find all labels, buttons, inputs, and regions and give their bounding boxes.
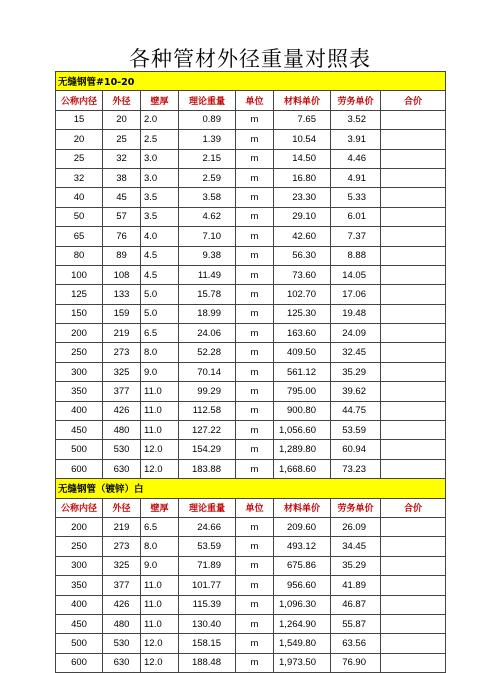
table-cell: 19.48 bbox=[331, 304, 381, 323]
table-cell: 500 bbox=[56, 634, 103, 653]
table-cell: 14.05 bbox=[331, 265, 381, 284]
table-cell bbox=[381, 459, 446, 478]
table-row bbox=[56, 207, 446, 226]
table-cell: 24.06 bbox=[179, 324, 236, 343]
table-cell: 209.60 bbox=[274, 517, 331, 536]
table-row bbox=[56, 614, 446, 633]
table-cell: 426 bbox=[103, 595, 141, 614]
page-title: 各种管材外径重量对照表 bbox=[129, 47, 371, 71]
table-cell: 4.0 bbox=[141, 227, 179, 246]
table-cell: 8.0 bbox=[141, 537, 179, 556]
table-cell: 11.0 bbox=[141, 421, 179, 440]
table-cell: 20 bbox=[56, 130, 103, 149]
table-cell: 325 bbox=[103, 362, 141, 381]
table-cell: 50 bbox=[56, 207, 103, 226]
table-cell: 102.70 bbox=[274, 285, 331, 304]
table-cell: 1,264.90 bbox=[274, 614, 331, 633]
table-cell bbox=[381, 421, 446, 440]
table-cell: 44.75 bbox=[331, 401, 381, 420]
column-header: 合价 bbox=[381, 498, 446, 517]
table-row bbox=[56, 653, 446, 672]
table-row bbox=[56, 459, 446, 478]
table-cell: 795.00 bbox=[274, 382, 331, 401]
column-header: 合价 bbox=[381, 91, 446, 110]
table-cell: 400 bbox=[56, 595, 103, 614]
table-cell: 99.29 bbox=[179, 382, 236, 401]
table-cell: m bbox=[236, 149, 274, 168]
table-cell: 273 bbox=[103, 343, 141, 362]
table-cell: 10.54 bbox=[274, 130, 331, 149]
table-cell: 60.94 bbox=[331, 440, 381, 459]
table-cell: 130.40 bbox=[179, 614, 236, 633]
table-cell: 125 bbox=[56, 285, 103, 304]
column-header: 单位 bbox=[236, 91, 274, 110]
table-cell: 39.62 bbox=[331, 382, 381, 401]
table-cell: m bbox=[236, 576, 274, 595]
column-header-row bbox=[56, 91, 446, 110]
table-row bbox=[56, 265, 446, 284]
column-header: 理论重量 bbox=[179, 91, 236, 110]
table-row bbox=[56, 576, 446, 595]
table-cell bbox=[381, 576, 446, 595]
table-cell: 400 bbox=[56, 401, 103, 420]
table-cell bbox=[381, 440, 446, 459]
table-cell: m bbox=[236, 110, 274, 129]
table-cell: 1,549.80 bbox=[274, 634, 331, 653]
table-cell: 100 bbox=[56, 265, 103, 284]
table-cell bbox=[381, 653, 446, 672]
table-cell bbox=[381, 595, 446, 614]
table-cell: 6.5 bbox=[141, 517, 179, 536]
table-cell: 3.5 bbox=[141, 188, 179, 207]
column-header: 外径 bbox=[103, 91, 141, 110]
table-cell: 20 bbox=[103, 110, 141, 129]
column-header: 壁厚 bbox=[141, 91, 179, 110]
table-cell: 9.0 bbox=[141, 362, 179, 381]
table-cell: 25 bbox=[103, 130, 141, 149]
table-cell: 35.29 bbox=[331, 362, 381, 381]
table-row bbox=[56, 556, 446, 575]
table-cell: 32 bbox=[56, 168, 103, 187]
table-cell: m bbox=[236, 653, 274, 672]
table-cell: 219 bbox=[103, 517, 141, 536]
table-cell: m bbox=[236, 382, 274, 401]
section-header bbox=[56, 72, 446, 91]
table-cell bbox=[381, 149, 446, 168]
table-row bbox=[56, 227, 446, 246]
table-cell: 15.78 bbox=[179, 285, 236, 304]
table-cell: m bbox=[236, 595, 274, 614]
table-cell: 3.5 bbox=[141, 207, 179, 226]
table-cell: 956.60 bbox=[274, 576, 331, 595]
table-cell: 1,096.30 bbox=[274, 595, 331, 614]
table-cell: 219 bbox=[103, 324, 141, 343]
table-cell: m bbox=[236, 168, 274, 187]
pipe-weight-table bbox=[55, 71, 446, 673]
table-cell: 45 bbox=[103, 188, 141, 207]
table-cell: 159 bbox=[103, 304, 141, 323]
table-cell: 89 bbox=[103, 246, 141, 265]
table-cell: 5.0 bbox=[141, 285, 179, 304]
column-header: 材料单价 bbox=[274, 498, 331, 517]
table-cell: m bbox=[236, 362, 274, 381]
table-cell: 1,289.80 bbox=[274, 440, 331, 459]
table-cell: 127.22 bbox=[179, 421, 236, 440]
table-row bbox=[56, 246, 446, 265]
table-cell: 530 bbox=[103, 634, 141, 653]
table-cell: 600 bbox=[56, 653, 103, 672]
table-cell: 630 bbox=[103, 653, 141, 672]
table-cell: 1,668.60 bbox=[274, 459, 331, 478]
table-row bbox=[56, 362, 446, 381]
table-cell: 29.10 bbox=[274, 207, 331, 226]
table-cell: 4.46 bbox=[331, 149, 381, 168]
column-header: 壁厚 bbox=[141, 498, 179, 517]
table-cell: 40 bbox=[56, 188, 103, 207]
table-cell: 900.80 bbox=[274, 401, 331, 420]
table-cell: 4.5 bbox=[141, 246, 179, 265]
table-cell: 108 bbox=[103, 265, 141, 284]
table-cell: 57 bbox=[103, 207, 141, 226]
table-row bbox=[56, 343, 446, 362]
table-cell: m bbox=[236, 265, 274, 284]
table-cell: 11.0 bbox=[141, 614, 179, 633]
table-row bbox=[56, 537, 446, 556]
table-cell: 1,973.50 bbox=[274, 653, 331, 672]
table-cell: 2.15 bbox=[179, 149, 236, 168]
column-header: 理论重量 bbox=[179, 498, 236, 517]
table-row bbox=[56, 130, 446, 149]
table-row bbox=[56, 382, 446, 401]
table-cell: 35.29 bbox=[331, 556, 381, 575]
table-cell bbox=[381, 614, 446, 633]
table-cell: 675.86 bbox=[274, 556, 331, 575]
table-cell bbox=[381, 130, 446, 149]
table-cell bbox=[381, 324, 446, 343]
table-cell: 12.0 bbox=[141, 634, 179, 653]
table-cell: 76.90 bbox=[331, 653, 381, 672]
table-cell: m bbox=[236, 246, 274, 265]
table-cell: 158.15 bbox=[179, 634, 236, 653]
table-cell bbox=[381, 343, 446, 362]
table-cell: 32.45 bbox=[331, 343, 381, 362]
table-cell: 480 bbox=[103, 614, 141, 633]
section-title: 无缝钢管#10-20 bbox=[56, 72, 446, 91]
table-cell: 188.48 bbox=[179, 653, 236, 672]
table-cell: 32 bbox=[103, 149, 141, 168]
table-cell: m bbox=[236, 634, 274, 653]
table-cell: 3.91 bbox=[331, 130, 381, 149]
table-cell: 53.59 bbox=[331, 421, 381, 440]
table-cell: 250 bbox=[56, 537, 103, 556]
table-cell: 7.10 bbox=[179, 227, 236, 246]
table-cell: 4.91 bbox=[331, 168, 381, 187]
table-cell: 250 bbox=[56, 343, 103, 362]
table-cell: 8.0 bbox=[141, 343, 179, 362]
table-cell: 200 bbox=[56, 324, 103, 343]
table-cell: 6.01 bbox=[331, 207, 381, 226]
section-title: 无缝钢管（镀锌）白 bbox=[56, 479, 446, 498]
table-cell: 1,056.60 bbox=[274, 421, 331, 440]
table-cell: 426 bbox=[103, 401, 141, 420]
table-cell: 11.0 bbox=[141, 576, 179, 595]
table-cell: 16.80 bbox=[274, 168, 331, 187]
table-row bbox=[56, 324, 446, 343]
table-cell: 500 bbox=[56, 440, 103, 459]
table-cell bbox=[381, 246, 446, 265]
table-cell: m bbox=[236, 130, 274, 149]
table-cell: 154.29 bbox=[179, 440, 236, 459]
table-cell: 350 bbox=[56, 382, 103, 401]
table-row bbox=[56, 440, 446, 459]
table-cell: 115.39 bbox=[179, 595, 236, 614]
table-cell: 300 bbox=[56, 362, 103, 381]
table-cell: 8.88 bbox=[331, 246, 381, 265]
table-cell: 325 bbox=[103, 556, 141, 575]
table-cell: 9.38 bbox=[179, 246, 236, 265]
column-header: 公称内径 bbox=[56, 498, 103, 517]
table-cell bbox=[381, 382, 446, 401]
table-cell: 6.5 bbox=[141, 324, 179, 343]
table-cell: 11.49 bbox=[179, 265, 236, 284]
table-cell: 34.45 bbox=[331, 537, 381, 556]
table-cell: 11.0 bbox=[141, 382, 179, 401]
table-cell: 493.12 bbox=[274, 537, 331, 556]
table-cell: m bbox=[236, 421, 274, 440]
table-cell: 71.89 bbox=[179, 556, 236, 575]
table-cell: 7.65 bbox=[274, 110, 331, 129]
table-cell: 55.87 bbox=[331, 614, 381, 633]
table-cell: 65 bbox=[56, 227, 103, 246]
table-cell: 15 bbox=[56, 110, 103, 129]
table-cell: 17.06 bbox=[331, 285, 381, 304]
table-cell: 12.0 bbox=[141, 440, 179, 459]
table-cell: 133 bbox=[103, 285, 141, 304]
table-cell: 101.77 bbox=[179, 576, 236, 595]
table-cell: 3.0 bbox=[141, 168, 179, 187]
table-cell: 73.23 bbox=[331, 459, 381, 478]
table-cell: 18.99 bbox=[179, 304, 236, 323]
table-row bbox=[56, 188, 446, 207]
table-cell: 12.0 bbox=[141, 459, 179, 478]
table-cell: 273 bbox=[103, 537, 141, 556]
table-cell: m bbox=[236, 537, 274, 556]
table-cell: 52.28 bbox=[179, 343, 236, 362]
table-cell: 70.14 bbox=[179, 362, 236, 381]
table-cell: 1.39 bbox=[179, 130, 236, 149]
table-cell: 2.0 bbox=[141, 110, 179, 129]
column-header: 劳务单价 bbox=[331, 91, 381, 110]
table-cell: m bbox=[236, 517, 274, 536]
column-header: 单位 bbox=[236, 498, 274, 517]
table-cell: 12.0 bbox=[141, 653, 179, 672]
table-cell bbox=[381, 304, 446, 323]
table-cell: 600 bbox=[56, 459, 103, 478]
table-cell: m bbox=[236, 401, 274, 420]
table-cell: 409.50 bbox=[274, 343, 331, 362]
column-header: 公称内径 bbox=[56, 91, 103, 110]
table-cell: 76 bbox=[103, 227, 141, 246]
table-cell: 63.56 bbox=[331, 634, 381, 653]
table-cell: 377 bbox=[103, 382, 141, 401]
column-header: 劳务单价 bbox=[331, 498, 381, 517]
table-cell: 24.66 bbox=[179, 517, 236, 536]
table-cell: m bbox=[236, 556, 274, 575]
table-cell: 0.89 bbox=[179, 110, 236, 129]
table-cell bbox=[381, 265, 446, 284]
table-cell: 350 bbox=[56, 576, 103, 595]
table-cell bbox=[381, 207, 446, 226]
table-row bbox=[56, 304, 446, 323]
table-cell: m bbox=[236, 188, 274, 207]
table-cell: 3.0 bbox=[141, 149, 179, 168]
table-cell: 183.88 bbox=[179, 459, 236, 478]
table-cell: 38 bbox=[103, 168, 141, 187]
table-cell: 450 bbox=[56, 421, 103, 440]
table-cell: 5.0 bbox=[141, 304, 179, 323]
table-cell bbox=[381, 168, 446, 187]
table-row bbox=[56, 517, 446, 536]
table-cell bbox=[381, 517, 446, 536]
table-cell bbox=[381, 401, 446, 420]
table-cell bbox=[381, 362, 446, 381]
table-cell: 200 bbox=[56, 517, 103, 536]
table-cell bbox=[381, 227, 446, 246]
table-row bbox=[56, 421, 446, 440]
table-cell: 25 bbox=[56, 149, 103, 168]
table-cell: m bbox=[236, 440, 274, 459]
table-cell: 163.60 bbox=[274, 324, 331, 343]
table-cell: 4.62 bbox=[179, 207, 236, 226]
table-cell: 46.87 bbox=[331, 595, 381, 614]
table-cell: 9.0 bbox=[141, 556, 179, 575]
table-cell: 480 bbox=[103, 421, 141, 440]
table-cell: 450 bbox=[56, 614, 103, 633]
table-cell: 26.09 bbox=[331, 517, 381, 536]
table-cell: 53.59 bbox=[179, 537, 236, 556]
table-cell bbox=[381, 188, 446, 207]
table-cell: 561.12 bbox=[274, 362, 331, 381]
table-cell: 4.5 bbox=[141, 265, 179, 284]
table-cell: 125.30 bbox=[274, 304, 331, 323]
table-cell: 14.50 bbox=[274, 149, 331, 168]
table-cell: 150 bbox=[56, 304, 103, 323]
table-cell bbox=[381, 537, 446, 556]
table-cell: m bbox=[236, 614, 274, 633]
table-row bbox=[56, 149, 446, 168]
table-row bbox=[56, 168, 446, 187]
table-cell: 42.60 bbox=[274, 227, 331, 246]
table-cell: m bbox=[236, 304, 274, 323]
table-cell bbox=[381, 110, 446, 129]
table-cell: m bbox=[236, 207, 274, 226]
table-cell: m bbox=[236, 324, 274, 343]
table-cell: 23.30 bbox=[274, 188, 331, 207]
table-cell: 2.59 bbox=[179, 168, 236, 187]
table-cell: m bbox=[236, 343, 274, 362]
table-cell: m bbox=[236, 227, 274, 246]
table-cell: 3.52 bbox=[331, 110, 381, 129]
table-cell: 377 bbox=[103, 576, 141, 595]
table-cell: 11.0 bbox=[141, 401, 179, 420]
table-cell: m bbox=[236, 285, 274, 304]
table-cell: 24.09 bbox=[331, 324, 381, 343]
table-cell: 112.58 bbox=[179, 401, 236, 420]
table-row bbox=[56, 401, 446, 420]
table-cell bbox=[381, 285, 446, 304]
table-row bbox=[56, 110, 446, 129]
table-cell: 2.5 bbox=[141, 130, 179, 149]
table-cell: 41.89 bbox=[331, 576, 381, 595]
table-row bbox=[56, 285, 446, 304]
table-cell bbox=[381, 556, 446, 575]
column-header-row bbox=[56, 498, 446, 517]
table-cell: 11.0 bbox=[141, 595, 179, 614]
table-cell: 56.30 bbox=[274, 246, 331, 265]
table-cell: 630 bbox=[103, 459, 141, 478]
column-header: 外径 bbox=[103, 498, 141, 517]
table-cell: 7.37 bbox=[331, 227, 381, 246]
column-header: 材料单价 bbox=[274, 91, 331, 110]
table-row bbox=[56, 595, 446, 614]
table-cell: 80 bbox=[56, 246, 103, 265]
table-cell: 300 bbox=[56, 556, 103, 575]
table-cell: 3.58 bbox=[179, 188, 236, 207]
table-cell: 530 bbox=[103, 440, 141, 459]
section-header bbox=[56, 479, 446, 498]
table-cell: 5.33 bbox=[331, 188, 381, 207]
table-cell: m bbox=[236, 459, 274, 478]
table-cell: 73.60 bbox=[274, 265, 331, 284]
